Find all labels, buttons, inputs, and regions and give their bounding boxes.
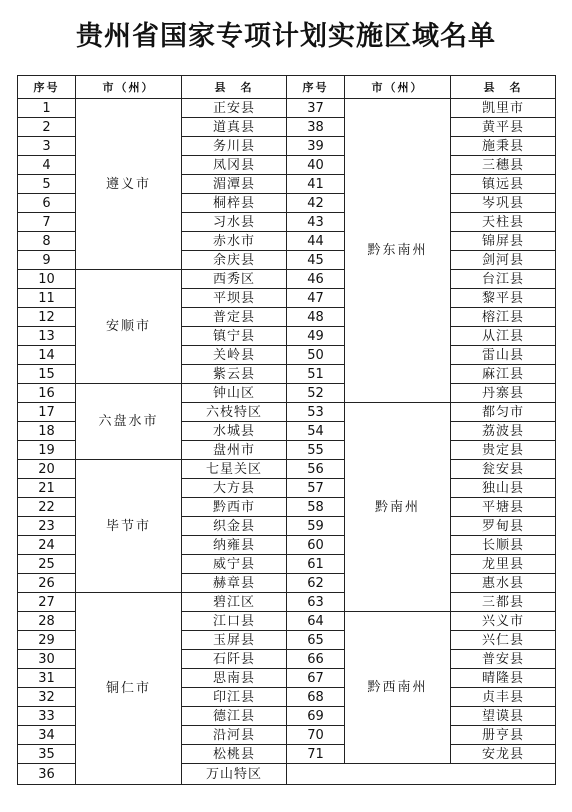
county-cell: 麻江县 — [451, 365, 556, 384]
seq-cell: 50 — [287, 346, 345, 365]
seq-cell: 66 — [287, 650, 345, 669]
seq-cell: 49 — [287, 327, 345, 346]
county-cell: 西秀区 — [182, 270, 287, 289]
county-cell: 平塘县 — [451, 498, 556, 517]
county-cell: 贵定县 — [451, 441, 556, 460]
table-row — [18, 270, 556, 289]
header-seq-right: 序号 — [287, 76, 345, 99]
seq-cell: 53 — [287, 403, 345, 422]
seq-cell: 43 — [287, 213, 345, 232]
seq-cell: 59 — [287, 517, 345, 536]
county-cell: 天柱县 — [451, 213, 556, 232]
seq-cell: 62 — [287, 574, 345, 593]
county-cell: 务川县 — [182, 137, 287, 156]
county-cell: 江口县 — [182, 612, 287, 631]
city-cell: 黔东南州 — [345, 99, 451, 403]
county-cell: 平坝县 — [182, 289, 287, 308]
city-cell: 遵义市 — [76, 99, 182, 270]
seq-cell: 25 — [18, 555, 76, 574]
table-row — [18, 99, 556, 118]
county-cell: 湄潭县 — [182, 175, 287, 194]
county-cell: 赤水市 — [182, 232, 287, 251]
county-cell: 黔西市 — [182, 498, 287, 517]
county-cell: 锦屏县 — [451, 232, 556, 251]
region-table — [17, 75, 556, 785]
county-cell: 剑河县 — [451, 251, 556, 270]
seq-cell: 29 — [18, 631, 76, 650]
county-cell: 习水县 — [182, 213, 287, 232]
county-cell: 雷山县 — [451, 346, 556, 365]
city-cell: 毕节市 — [76, 460, 182, 593]
seq-cell: 57 — [287, 479, 345, 498]
seq-cell: 10 — [18, 270, 76, 289]
seq-cell: 8 — [18, 232, 76, 251]
county-cell: 沿河县 — [182, 726, 287, 745]
county-cell: 思南县 — [182, 669, 287, 688]
county-cell: 三穗县 — [451, 156, 556, 175]
seq-cell: 41 — [287, 175, 345, 194]
seq-cell: 35 — [18, 745, 76, 764]
county-cell: 黄平县 — [451, 118, 556, 137]
seq-cell: 38 — [287, 118, 345, 137]
county-cell: 都匀市 — [451, 403, 556, 422]
seq-cell: 48 — [287, 308, 345, 327]
seq-cell: 26 — [18, 574, 76, 593]
seq-cell: 17 — [18, 403, 76, 422]
seq-cell: 9 — [18, 251, 76, 270]
county-cell: 岑巩县 — [451, 194, 556, 213]
seq-cell: 6 — [18, 194, 76, 213]
seq-cell: 71 — [287, 745, 345, 764]
seq-cell: 44 — [287, 232, 345, 251]
county-cell: 盘州市 — [182, 441, 287, 460]
header-city-right: 市（州） — [345, 76, 451, 99]
seq-cell: 2 — [18, 118, 76, 137]
seq-cell: 32 — [18, 688, 76, 707]
seq-cell: 21 — [18, 479, 76, 498]
seq-cell: 70 — [287, 726, 345, 745]
seq-cell: 54 — [287, 422, 345, 441]
seq-cell: 52 — [287, 384, 345, 403]
seq-cell: 47 — [287, 289, 345, 308]
seq-cell: 67 — [287, 669, 345, 688]
county-cell: 册亨县 — [451, 726, 556, 745]
county-cell: 兴仁县 — [451, 631, 556, 650]
seq-cell: 58 — [287, 498, 345, 517]
county-cell: 长顺县 — [451, 536, 556, 555]
seq-cell: 27 — [18, 593, 76, 612]
header-city-left: 市（州） — [76, 76, 182, 99]
county-cell: 钟山区 — [182, 384, 287, 403]
seq-cell: 39 — [287, 137, 345, 156]
county-cell: 台江县 — [451, 270, 556, 289]
seq-cell: 22 — [18, 498, 76, 517]
table-row — [18, 384, 556, 403]
seq-cell: 16 — [18, 384, 76, 403]
county-cell: 兴义市 — [451, 612, 556, 631]
county-cell: 黎平县 — [451, 289, 556, 308]
county-cell: 桐梓县 — [182, 194, 287, 213]
county-cell: 道真县 — [182, 118, 287, 137]
county-cell: 荔波县 — [451, 422, 556, 441]
seq-cell: 60 — [287, 536, 345, 555]
empty-cell — [287, 764, 556, 785]
seq-cell: 4 — [18, 156, 76, 175]
seq-cell: 33 — [18, 707, 76, 726]
seq-cell: 69 — [287, 707, 345, 726]
seq-cell: 55 — [287, 441, 345, 460]
county-cell: 威宁县 — [182, 555, 287, 574]
seq-cell: 51 — [287, 365, 345, 384]
county-cell: 印江县 — [182, 688, 287, 707]
county-cell: 玉屏县 — [182, 631, 287, 650]
city-cell: 黔南州 — [345, 403, 451, 612]
county-cell: 余庆县 — [182, 251, 287, 270]
county-cell: 紫云县 — [182, 365, 287, 384]
county-cell: 松桃县 — [182, 745, 287, 764]
seq-cell: 68 — [287, 688, 345, 707]
seq-cell: 23 — [18, 517, 76, 536]
county-cell: 水城县 — [182, 422, 287, 441]
county-cell: 石阡县 — [182, 650, 287, 669]
county-cell: 从江县 — [451, 327, 556, 346]
seq-cell: 61 — [287, 555, 345, 574]
header-county-left: 县 名 — [182, 76, 287, 99]
county-cell: 凯里市 — [451, 99, 556, 118]
seq-cell: 18 — [18, 422, 76, 441]
county-cell: 独山县 — [451, 479, 556, 498]
seq-cell: 37 — [287, 99, 345, 118]
seq-cell: 64 — [287, 612, 345, 631]
city-cell: 铜仁市 — [76, 593, 182, 785]
seq-cell: 7 — [18, 213, 76, 232]
county-cell: 瓮安县 — [451, 460, 556, 479]
county-cell: 万山特区 — [182, 764, 287, 785]
seq-cell: 12 — [18, 308, 76, 327]
seq-cell: 3 — [18, 137, 76, 156]
seq-cell: 56 — [287, 460, 345, 479]
county-cell: 镇远县 — [451, 175, 556, 194]
city-cell: 安顺市 — [76, 270, 182, 384]
county-cell: 正安县 — [182, 99, 287, 118]
seq-cell: 34 — [18, 726, 76, 745]
county-cell: 赫章县 — [182, 574, 287, 593]
seq-cell: 24 — [18, 536, 76, 555]
seq-cell: 13 — [18, 327, 76, 346]
page-title: 贵州省国家专项计划实施区域名单 — [76, 21, 496, 52]
table-header-row — [18, 76, 556, 99]
county-cell: 纳雍县 — [182, 536, 287, 555]
seq-cell: 46 — [287, 270, 345, 289]
seq-cell: 5 — [18, 175, 76, 194]
county-cell: 望谟县 — [451, 707, 556, 726]
county-cell: 德江县 — [182, 707, 287, 726]
seq-cell: 14 — [18, 346, 76, 365]
county-cell: 安龙县 — [451, 745, 556, 764]
seq-cell: 42 — [287, 194, 345, 213]
header-seq-left: 序号 — [18, 76, 76, 99]
county-cell: 罗甸县 — [451, 517, 556, 536]
seq-cell: 20 — [18, 460, 76, 479]
seq-cell: 36 — [18, 764, 76, 785]
seq-cell: 63 — [287, 593, 345, 612]
county-cell: 丹寨县 — [451, 384, 556, 403]
county-cell: 施秉县 — [451, 137, 556, 156]
seq-cell: 30 — [18, 650, 76, 669]
county-cell: 关岭县 — [182, 346, 287, 365]
header-county-right: 县 名 — [451, 76, 556, 99]
county-cell: 贞丰县 — [451, 688, 556, 707]
seq-cell: 28 — [18, 612, 76, 631]
county-cell: 镇宁县 — [182, 327, 287, 346]
county-cell: 龙里县 — [451, 555, 556, 574]
county-cell: 三都县 — [451, 593, 556, 612]
seq-cell: 65 — [287, 631, 345, 650]
county-cell: 普定县 — [182, 308, 287, 327]
county-cell: 大方县 — [182, 479, 287, 498]
city-cell: 黔西南州 — [345, 612, 451, 764]
seq-cell: 40 — [287, 156, 345, 175]
seq-cell: 31 — [18, 669, 76, 688]
county-cell: 碧江区 — [182, 593, 287, 612]
table-row — [18, 593, 556, 612]
county-cell: 六枝特区 — [182, 403, 287, 422]
table-row — [18, 460, 556, 479]
county-cell: 晴隆县 — [451, 669, 556, 688]
city-cell: 六盘水市 — [76, 384, 182, 460]
seq-cell: 1 — [18, 99, 76, 118]
county-cell: 织金县 — [182, 517, 287, 536]
seq-cell: 11 — [18, 289, 76, 308]
county-cell: 七星关区 — [182, 460, 287, 479]
county-cell: 普安县 — [451, 650, 556, 669]
seq-cell: 19 — [18, 441, 76, 460]
county-cell: 凤冈县 — [182, 156, 287, 175]
seq-cell: 15 — [18, 365, 76, 384]
seq-cell: 45 — [287, 251, 345, 270]
county-cell: 惠水县 — [451, 574, 556, 593]
county-cell: 榕江县 — [451, 308, 556, 327]
